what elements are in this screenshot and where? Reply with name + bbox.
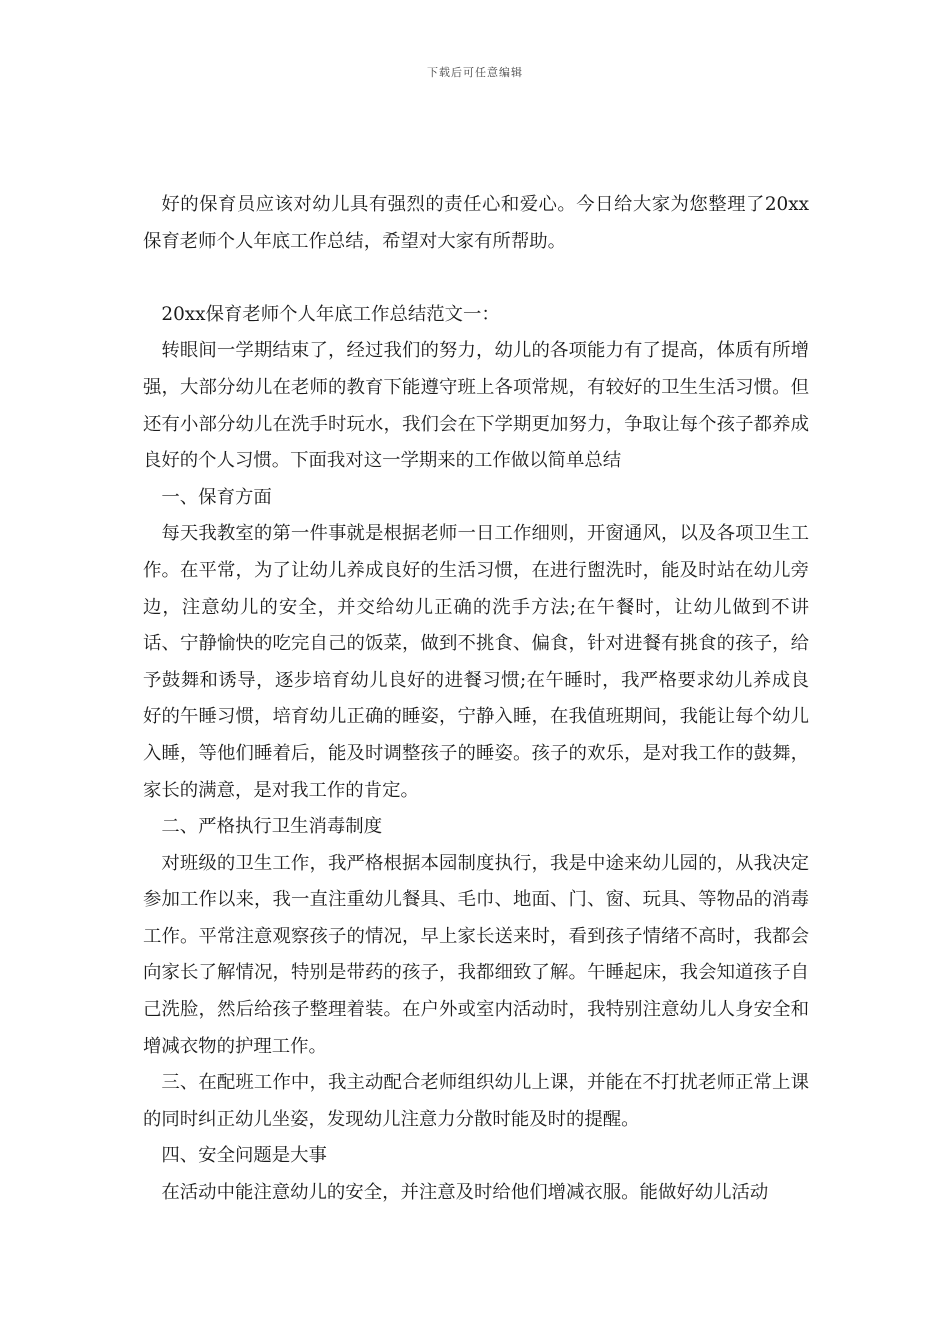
- intro-paragraph: 好的保育员应该对幼儿具有强烈的责任心和爱心。今日给大家为您整理了20xx保育老师个人年底工作总结，希望对大家有所帮助。: [143, 194, 809, 252]
- document-body: [143, 187, 809, 1212]
- opening-paragraph: 转眼间一学期结束了，经过我们的努力，幼儿的各项能力有了提高，体质有所增强，大部分幼儿在老师的教育下能遵守班上各项常规，有较好的卫生生活习惯。但还有小部分幼儿在洗手时玩水，我们会在下学期更加努力，争取让每个孩子都养成良好的个人习惯。下面我对这一学期来的工作做以简单总结: [143, 340, 809, 472]
- section1-paragraph: 每天我教室的第一件事就是根据老师一日工作细则，开窗通风，以及各项卫生工作。在平常，为了让幼儿养成良好的生活习惯，在进行盥洗时，能及时站在幼儿旁边，注意幼儿的安全，并交给幼儿正确的洗手方法;在午餐时，让幼儿做到不讲话、宁静愉快的吃完自己的饭菜，做到不挑食、偏食，针对进餐有挑食的孩子，给予鼓舞和诱导，逐步培育幼儿良好的进餐习惯;在午睡时，我严格要求幼儿养成良好的午睡习惯，培育幼儿正确的睡姿，宁静入睡，在我值班期间，我能让每个幼儿入睡，等他们睡着后，能及时调整孩子的睡姿。孩子的欢乐，是对我工作的鼓舞，家长的满意，是对我工作的肯定。: [143, 523, 809, 801]
- section2-paragraph: 对班级的卫生工作，我严格根据本园制度执行，我是中途来幼儿园的，从我决定参加工作以来，我一直注重幼儿餐具、毛巾、地面、门、窗、玩具、等物品的消毒工作。平常注意观察孩子的情况，早上家长送来时，看到孩子情绪不高时，我都会向家长了解情况，特别是带药的孩子，我都细致了解。午睡起床，我会知道孩子自己洗脸，然后给孩子整理着装。在户外或室内活动时，我特别注意幼儿人身安全和增减衣物的护理工作。: [143, 852, 809, 1057]
- blank-line: [143, 260, 809, 297]
- section1-heading: 一、保育方面: [161, 486, 272, 508]
- section4-paragraph: 在活动中能注意幼儿的安全，并注意及时给他们增减衣服。能做好幼儿活动: [161, 1182, 769, 1204]
- header-note: 下载后可任意编辑: [427, 66, 523, 79]
- essay-title: 20xx保育老师个人年底工作总结范文一：: [161, 303, 500, 325]
- section2-heading: 二、严格执行卫生消毒制度: [161, 816, 383, 838]
- section4-heading: 四、安全问题是大事: [161, 1145, 327, 1167]
- section3-paragraph: 三、在配班工作中，我主动配合老师组织幼儿上课，并能在不打扰老师正常上课的同时纠正幼儿坐姿，发现幼儿注意力分散时能及时的提醒。: [143, 1072, 809, 1130]
